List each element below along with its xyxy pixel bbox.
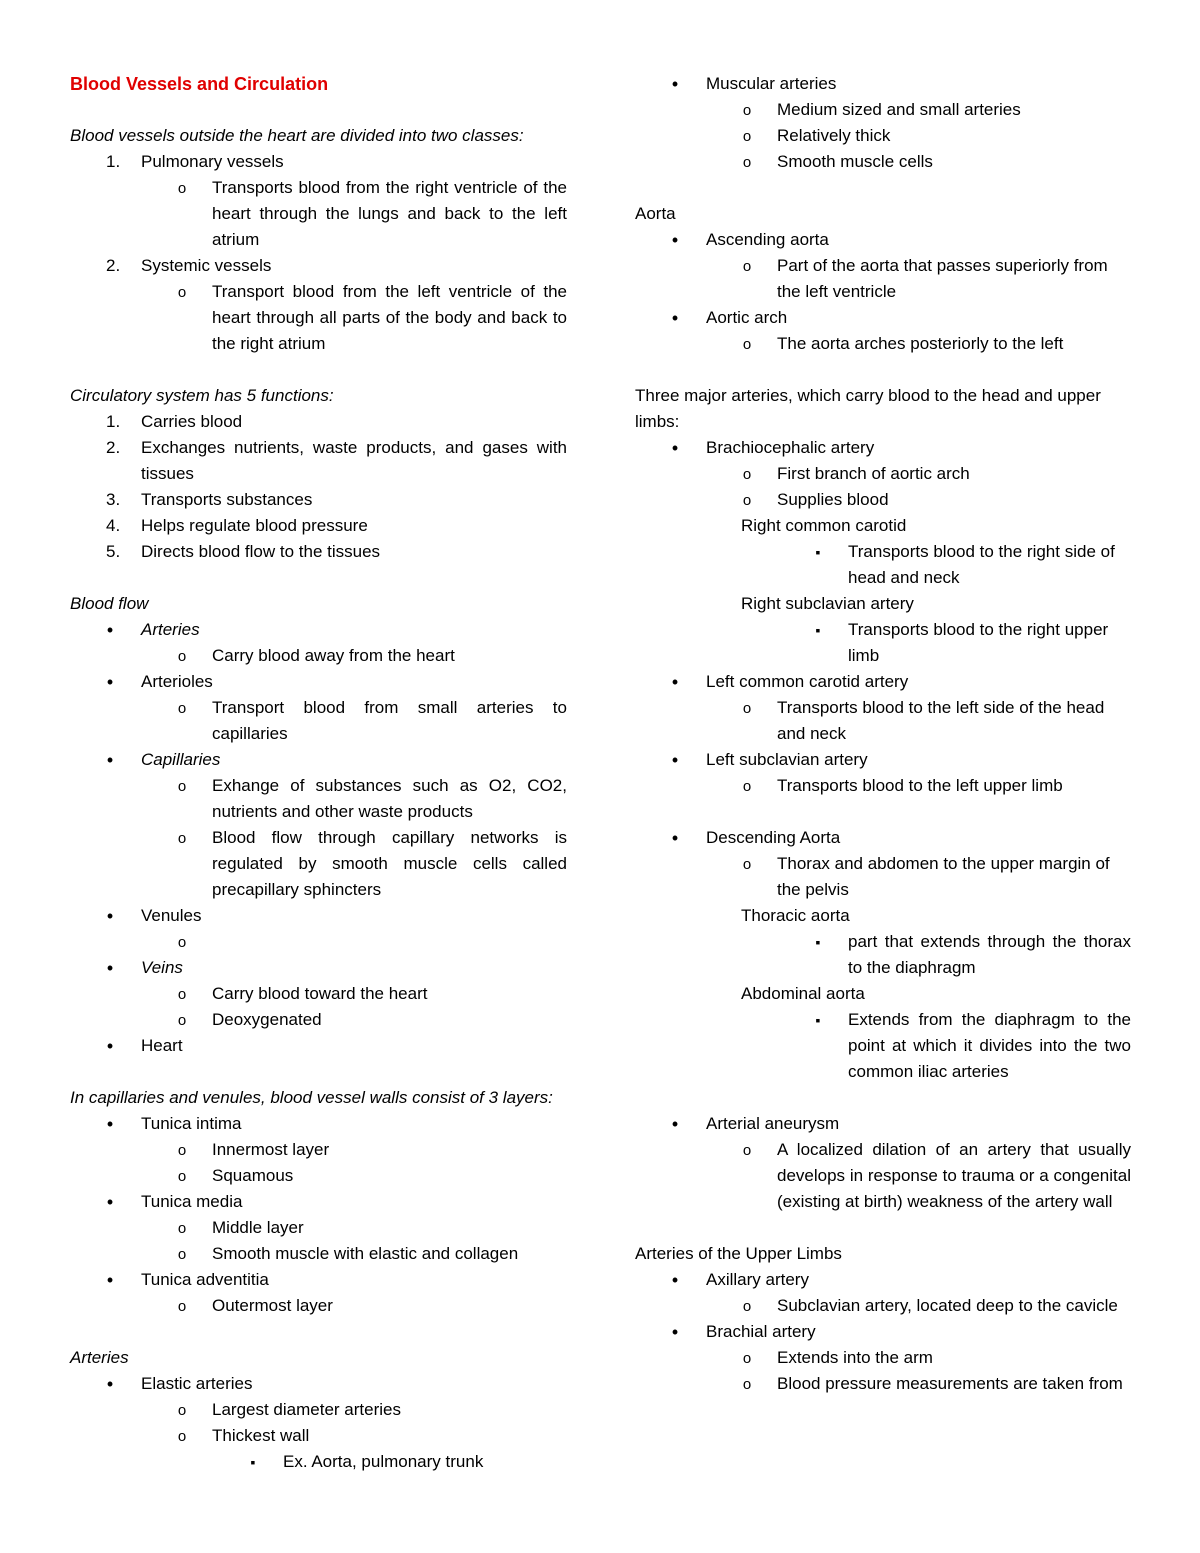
bullet-item: • Arteries <box>70 617 567 643</box>
left-column <box>70 71 567 1475</box>
sub-item: o Supplies blood <box>635 487 1131 513</box>
aorta-heading: Aorta <box>635 204 676 223</box>
numbered-item: 4. Helps regulate blood pressure <box>106 516 368 535</box>
sub-item: o Blood flow through capillary networks is regulated by smooth muscle cells called precapillary sphincters <box>70 825 567 903</box>
sub-item: o Outermost layer <box>70 1293 567 1319</box>
arteries-heading: Arteries <box>70 1348 129 1367</box>
three-arteries-heading: Three major arteries, which carry blood to the head and upper limbs: <box>635 386 1101 431</box>
page-title: Blood Vessels and Circulation <box>70 74 329 94</box>
sub-item: o Carry blood toward the heart <box>70 981 567 1007</box>
bullet-item: • Ascending aorta <box>635 227 1131 253</box>
bullet-item: • Tunica adventitia <box>70 1267 567 1293</box>
branch-label: Thoracic aorta <box>741 906 850 925</box>
sub-item: o The aorta arches posteriorly to the left <box>635 331 1131 357</box>
sub-item: o Thickest wall <box>70 1423 567 1449</box>
bullet-item: • Descending Aorta <box>635 825 1131 851</box>
bullet-item: • Left common carotid artery <box>635 669 1131 695</box>
numbered-item: 2. Systemic vessels <box>106 256 272 275</box>
sub-item: o Transport blood from small arteries to capillaries <box>70 695 567 747</box>
sub-item: o Deoxygenated <box>70 1007 567 1033</box>
sub-item: o Relatively thick <box>635 123 1131 149</box>
sub-item: o Extends into the arm <box>635 1345 1131 1371</box>
sub-item: o Middle layer <box>70 1215 567 1241</box>
bullet-item: • Arterial aneurysm <box>635 1111 1131 1137</box>
branch-label: Right subclavian artery <box>741 594 914 613</box>
sub-item: o Transports blood to the left upper limb <box>635 773 1131 799</box>
sub-item: o Innermost layer <box>70 1137 567 1163</box>
sub-item: o Smooth muscle cells <box>635 149 1131 175</box>
right-column <box>635 71 1131 1397</box>
sub-item: o Thorax and abdomen to the upper margin of the pelvis <box>635 851 1131 903</box>
bullet-item: • Muscular arteries <box>635 71 1131 97</box>
bullet-item: • Veins <box>70 955 567 981</box>
sub-item: o Transports blood to the left side of the head and neck <box>635 695 1131 747</box>
bullet-item: • Axillary artery <box>635 1267 1131 1293</box>
sub-sub-item: ▪ Transports blood to the right upper limb <box>635 617 1131 669</box>
layers-heading: In capillaries and venules, blood vessel walls consist of 3 layers: <box>70 1088 553 1107</box>
numbered-item: 3. Transports substances <box>106 490 313 509</box>
numbered-item: 1. Pulmonary vessels <box>106 152 284 171</box>
bullet-item: • Tunica media <box>70 1189 567 1215</box>
sub-item: o Largest diameter arteries <box>70 1397 567 1423</box>
sub-item: o Transport blood from the left ventricle of the heart through all parts of the body and back to the right atrium <box>70 279 567 357</box>
sub-item: o Blood pressure measurements are taken from <box>635 1371 1131 1397</box>
flow-heading: Blood flow <box>70 594 149 613</box>
sub-item: o Squamous <box>70 1163 567 1189</box>
sub-item: o Exhange of substances such as O2, CO2, nutrients and other waste products <box>70 773 567 825</box>
sub-sub-item: ▪ Extends from the diaphragm to the point at which it divides into the two common iliac arteries <box>635 1007 1131 1085</box>
functions-heading: Circulatory system has 5 functions: <box>70 386 334 405</box>
bullet-item: • Heart <box>70 1033 567 1059</box>
upper-limbs-heading: Arteries of the Upper Limbs <box>635 1244 842 1263</box>
bullet-item: • Arterioles <box>70 669 567 695</box>
bullet-item: • Elastic arteries <box>70 1371 567 1397</box>
sub-item: o Carry blood away from the heart <box>70 643 567 669</box>
bullet-item: • Brachial artery <box>635 1319 1131 1345</box>
sub-sub-item: ▪ Ex. Aorta, pulmonary trunk <box>70 1449 567 1475</box>
sub-item: o Subclavian artery, located deep to the cavicle <box>635 1293 1131 1319</box>
sub-sub-item: ▪ Transports blood to the right side of head and neck <box>635 539 1131 591</box>
sub-item: o Part of the aorta that passes superiorly from the left ventricle <box>635 253 1131 305</box>
bullet-item: • Aortic arch <box>635 305 1131 331</box>
sub-item: o Medium sized and small arteries <box>635 97 1131 123</box>
empty-sub-item <box>70 929 567 955</box>
sub-item: o A localized dilation of an artery that usually develops in response to trauma or a congenital (existing at birth) weakness of the artery wall <box>635 1137 1131 1215</box>
sub-item: o First branch of aortic arch <box>635 461 1131 487</box>
numbered-item: 2. Exchanges nutrients, waste products, and gases with tissues <box>106 438 567 483</box>
bullet-item: • Brachiocephalic artery <box>635 435 1131 461</box>
classes-heading: Blood vessels outside the heart are divided into two classes: <box>70 126 524 145</box>
sub-item: o Transports blood from the right ventricle of the heart through the lungs and back to the left atrium <box>70 175 567 253</box>
bullet-item: • Venules <box>70 903 567 929</box>
sub-item: o Smooth muscle with elastic and collagen <box>70 1241 567 1267</box>
bullet-item: • Left subclavian artery <box>635 747 1131 773</box>
bullet-item: • Tunica intima <box>70 1111 567 1137</box>
sub-sub-item: ▪ part that extends through the thorax to the diaphragm <box>635 929 1131 981</box>
bullet-item: • Capillaries <box>70 747 567 773</box>
branch-label: Abdominal aorta <box>741 984 865 1003</box>
numbered-item: 1. Carries blood <box>106 412 243 431</box>
branch-label: Right common carotid <box>741 516 907 535</box>
numbered-item: 5. Directs blood flow to the tissues <box>106 542 381 561</box>
